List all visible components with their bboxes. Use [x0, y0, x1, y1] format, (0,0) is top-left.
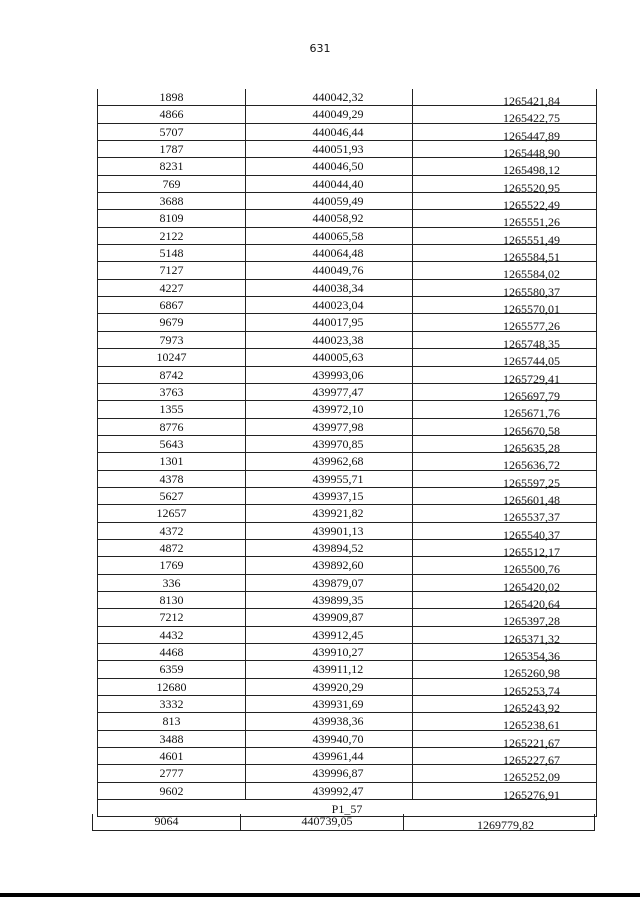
- y-coordinate-cell: 1265670,58: [412, 419, 597, 435]
- y-coordinate-cell: 1265227,67: [412, 748, 597, 764]
- y-coordinate-cell: 1265221,67: [412, 731, 597, 747]
- point-number-cell: 1898: [97, 89, 245, 105]
- table-row: [97, 349, 597, 369]
- y-coordinate-cell: 1265540,37: [412, 523, 597, 539]
- x-coordinate-cell: 439962,68: [245, 453, 412, 469]
- point-number-cell: 1355: [97, 401, 245, 417]
- x-coordinate-cell: 440058,92: [245, 210, 412, 226]
- point-number-cell: 1769: [97, 557, 245, 573]
- point-number-cell: 5707: [97, 124, 245, 140]
- point-number-cell: 8130: [97, 592, 245, 608]
- point-number-cell: 8231: [97, 158, 245, 174]
- x-coordinate-cell: 439961,44: [245, 748, 412, 764]
- y-coordinate-cell: 1265276,91: [412, 783, 597, 799]
- point-number-cell: 5627: [97, 488, 245, 504]
- section-table: [92, 814, 595, 831]
- table-row: [97, 731, 597, 748]
- table-row: [97, 245, 597, 265]
- table-row: [97, 523, 597, 540]
- y-coordinate-cell: 1265243,92: [412, 696, 597, 712]
- y-coordinate-cell: 1265397,28: [412, 609, 597, 625]
- y-coordinate-cell: 1265420,02: [412, 575, 597, 591]
- section-label: P1_57: [97, 800, 597, 817]
- y-coordinate-cell: 1265697,79: [412, 384, 597, 400]
- x-coordinate-cell: 440049,29: [245, 106, 412, 122]
- table-row: [97, 297, 597, 317]
- y-coordinate-cell: 1265447,89: [412, 124, 597, 140]
- x-coordinate-cell: 440005,63: [245, 349, 412, 365]
- table-row: [97, 557, 597, 577]
- table-row: [97, 210, 597, 230]
- table-row: [97, 384, 597, 401]
- y-coordinate-cell: 1265512,17: [412, 540, 597, 556]
- x-coordinate-cell: 440042,32: [245, 89, 412, 105]
- x-coordinate-cell: 439879,07: [245, 575, 412, 591]
- point-number-cell: 3488: [97, 731, 245, 747]
- table-row: [97, 262, 597, 282]
- y-coordinate-cell: 1265371,32: [412, 627, 597, 643]
- y-coordinate-cell: 1265584,02: [412, 262, 597, 278]
- y-coordinate-cell: 1265420,64: [412, 592, 597, 608]
- table-row: [97, 280, 597, 297]
- x-coordinate-cell: 440044,40: [245, 176, 412, 192]
- table-row: [97, 661, 597, 681]
- table-row: [97, 679, 597, 696]
- x-coordinate-cell: 439955,71: [245, 471, 412, 487]
- point-number-cell: 5643: [97, 436, 245, 452]
- x-coordinate-cell: 439996,87: [245, 765, 412, 781]
- y-coordinate-cell: 1265252,09: [412, 765, 597, 781]
- y-coordinate-cell: 1265260,98: [412, 661, 597, 677]
- point-number-cell: 10247: [97, 349, 245, 365]
- table-row: [97, 765, 597, 785]
- table-row: [97, 332, 597, 349]
- point-number-cell: 9602: [97, 783, 245, 799]
- table-row: [97, 228, 597, 245]
- y-coordinate-cell: 1265636,72: [412, 453, 597, 469]
- y-coordinate-cell: 1265597,25: [412, 471, 597, 487]
- x-coordinate-cell: 440049,76: [245, 262, 412, 278]
- x-coordinate-cell: 439911,12: [245, 661, 412, 677]
- x-coordinate-cell: 439899,35: [245, 592, 412, 608]
- x-coordinate-cell: 439938,36: [245, 713, 412, 729]
- y-coordinate-cell: 1265500,76: [412, 557, 597, 573]
- x-coordinate-cell: 439921,82: [245, 505, 412, 521]
- x-coordinate-cell: 439912,45: [245, 627, 412, 643]
- x-coordinate-cell: 440064,48: [245, 245, 412, 261]
- y-coordinate-cell: 1265729,41: [412, 367, 597, 383]
- point-number-cell: 4872: [97, 540, 245, 556]
- table-row: [97, 106, 597, 126]
- x-coordinate-cell: 440051,93: [245, 141, 412, 157]
- point-number-cell: 8776: [97, 419, 245, 435]
- x-coordinate-cell: 440023,38: [245, 332, 412, 348]
- scan-edge-bar: [0, 893, 640, 897]
- point-number-cell: 813: [97, 713, 245, 729]
- y-coordinate-cell: 1265551,49: [412, 228, 597, 244]
- x-coordinate-cell: 439892,60: [245, 557, 412, 573]
- table-row: [97, 644, 597, 661]
- y-coordinate-cell: 1265551,26: [412, 210, 597, 226]
- point-number-cell: 2777: [97, 765, 245, 781]
- y-coordinate-cell: 1265671,76: [412, 401, 597, 417]
- y-coordinate-cell: 1265577,26: [412, 314, 597, 330]
- x-coordinate-cell: 439901,13: [245, 523, 412, 539]
- y-coordinate-cell: 1265580,37: [412, 280, 597, 296]
- point-number-cell: 8742: [97, 367, 245, 383]
- point-number-cell: 12680: [97, 679, 245, 695]
- y-coordinate-cell: 1265253,74: [412, 679, 597, 695]
- point-number-cell: 4372: [97, 523, 245, 539]
- x-coordinate-cell: 440023,04: [245, 297, 412, 313]
- x-coordinate-cell: 440017,95: [245, 314, 412, 330]
- table-row: [97, 176, 597, 193]
- point-number-cell: 2122: [97, 228, 245, 244]
- y-coordinate-cell: 1265537,37: [412, 505, 597, 521]
- point-number-cell: 3332: [97, 696, 245, 712]
- point-number-cell: 4378: [97, 471, 245, 487]
- y-coordinate-cell: 1265748,35: [412, 332, 597, 348]
- point-number-cell: 336: [97, 575, 245, 591]
- x-coordinate-cell: 439937,15: [245, 488, 412, 504]
- point-number-cell: 4468: [97, 644, 245, 660]
- table-row: [97, 488, 597, 505]
- y-coordinate-cell: 1265635,28: [412, 436, 597, 452]
- y-coordinate-cell: 1265522,49: [412, 193, 597, 209]
- table-row: [97, 783, 597, 800]
- y-coordinate-cell: 1265601,48: [412, 488, 597, 504]
- point-number-cell: 3763: [97, 384, 245, 400]
- point-number-cell: 769: [97, 176, 245, 192]
- x-coordinate-cell: 439977,47: [245, 384, 412, 400]
- point-number-cell: 9679: [97, 314, 245, 330]
- x-coordinate-cell: 440059,49: [245, 193, 412, 209]
- x-coordinate-cell: 439910,27: [245, 644, 412, 660]
- point-number-cell: 12657: [97, 505, 245, 521]
- point-number-cell: 5148: [97, 245, 245, 261]
- y-coordinate-cell: 1265570,01: [412, 297, 597, 313]
- table-row: [97, 314, 597, 334]
- y-coordinate-cell: 1265744,05: [412, 349, 597, 365]
- table-row: [97, 367, 597, 384]
- table-row: [97, 748, 597, 768]
- table-row: [97, 453, 597, 473]
- table-row: [97, 505, 597, 525]
- x-coordinate-cell: 439931,69: [245, 696, 412, 712]
- x-coordinate-cell: 439970,85: [245, 436, 412, 452]
- table-row: [97, 158, 597, 178]
- table-row: [97, 124, 597, 141]
- x-coordinate-cell: 440046,50: [245, 158, 412, 174]
- x-coordinate-cell: 439992,47: [245, 783, 412, 799]
- table-row: [97, 89, 597, 106]
- point-number-cell: 6867: [97, 297, 245, 313]
- x-coordinate-cell: 439972,10: [245, 401, 412, 417]
- table-row: [97, 419, 597, 436]
- y-coordinate-cell: 1265354,36: [412, 644, 597, 660]
- table-row: [97, 401, 597, 421]
- y-coordinate-cell: 1265238,61: [412, 713, 597, 729]
- coordinates-table: [97, 89, 597, 817]
- x-coordinate-cell: 439894,52: [245, 540, 412, 556]
- x-coordinate-cell: 440739,05: [240, 814, 403, 830]
- point-number-cell: 1787: [97, 141, 245, 157]
- x-coordinate-cell: 439977,98: [245, 419, 412, 435]
- y-coordinate-cell: 1265421,84: [412, 89, 597, 105]
- point-number-cell: 6359: [97, 661, 245, 677]
- table-row: [97, 471, 597, 488]
- point-number-cell: 9064: [92, 814, 240, 830]
- table-row: [97, 592, 597, 609]
- point-number-cell: 1301: [97, 453, 245, 469]
- point-number-cell: 7127: [97, 262, 245, 278]
- point-number-cell: 4432: [97, 627, 245, 643]
- table-row: [97, 141, 597, 161]
- x-coordinate-cell: 440038,34: [245, 280, 412, 296]
- y-coordinate-cell: 1265448,90: [412, 141, 597, 157]
- table-row: [97, 193, 597, 213]
- x-coordinate-cell: 439909,87: [245, 609, 412, 625]
- table-row: [97, 540, 597, 557]
- x-coordinate-cell: 439920,29: [245, 679, 412, 695]
- page-number: 631: [309, 42, 331, 55]
- point-number-cell: 7212: [97, 609, 245, 625]
- table-row: [92, 814, 595, 831]
- x-coordinate-cell: 439940,70: [245, 731, 412, 747]
- point-number-cell: 3688: [97, 193, 245, 209]
- x-coordinate-cell: 440065,58: [245, 228, 412, 244]
- x-coordinate-cell: 440046,44: [245, 124, 412, 140]
- point-number-cell: 4227: [97, 280, 245, 296]
- point-number-cell: 4866: [97, 106, 245, 122]
- point-number-cell: 4601: [97, 748, 245, 764]
- point-number-cell: 7973: [97, 332, 245, 348]
- y-coordinate-cell: 1265584,51: [412, 245, 597, 261]
- table-row: [97, 696, 597, 716]
- y-coordinate-cell: 1269779,82: [403, 814, 595, 830]
- table-row: [97, 609, 597, 629]
- table-row: [97, 436, 597, 453]
- y-coordinate-cell: 1265422,75: [412, 106, 597, 122]
- table-row: [97, 575, 597, 592]
- x-coordinate-cell: 439993,06: [245, 367, 412, 383]
- y-coordinate-cell: 1265520,95: [412, 176, 597, 192]
- table-row: [97, 713, 597, 733]
- point-number-cell: 8109: [97, 210, 245, 226]
- table-row: [97, 627, 597, 644]
- y-coordinate-cell: 1265498,12: [412, 158, 597, 174]
